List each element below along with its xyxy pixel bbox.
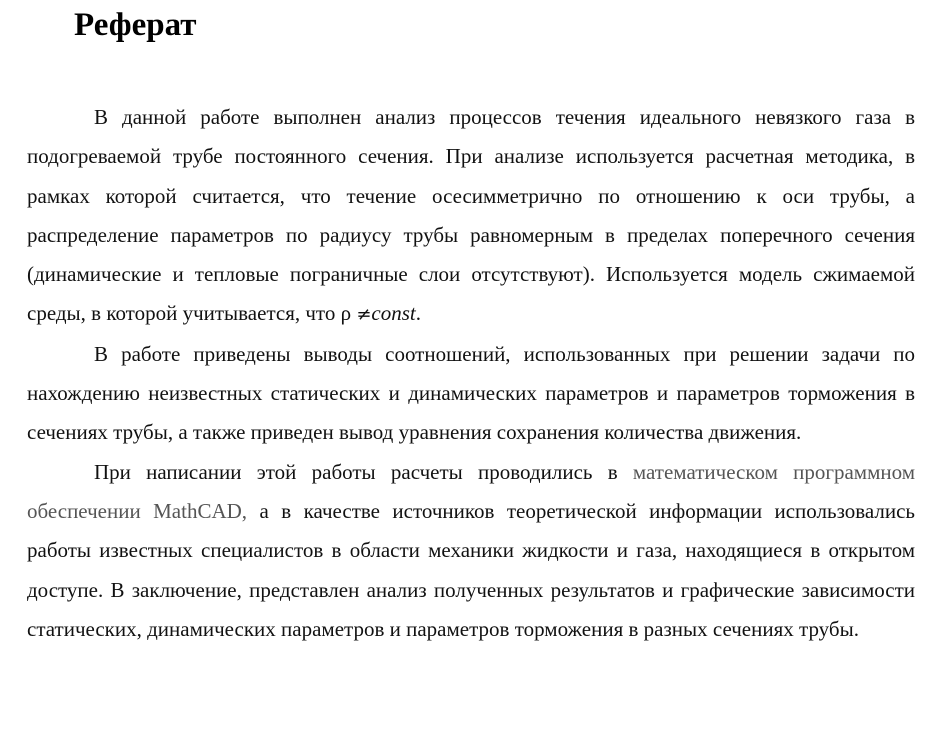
paragraph-3-after: а в качестве источников теоретической информации использовались работы известных специалистов в области механики жидкости и газа, находящиеся в открытом доступе. В заключение, представлен анализ полученных результатов и графические зависимости статических, динамических параметров и параметров торможения в разных сечениях трубы. bbox=[27, 498, 916, 641]
formula-rho: ρ bbox=[340, 301, 352, 326]
formula-const: const bbox=[371, 301, 416, 326]
paragraph-1 bbox=[27, 98, 915, 335]
paragraph-3 bbox=[27, 453, 915, 649]
mathcad-reference: математическом программном обеспечении MathCAD, bbox=[27, 459, 916, 523]
document-title: Реферат bbox=[74, 7, 197, 43]
paragraph-2: В работе приведены выводы соотношений, использованных при решении задачи по нахождению неизвестных статических и динамических параметров и параметров торможения в сечениях трубы, а также приведен вывод уравнения сохранения количества движения. bbox=[27, 341, 915, 445]
formula-not-equal: ≠ bbox=[356, 304, 372, 326]
paragraph-1-text: В данной работе выполнен анализ процессов течения идеального невязкого газа в подогреваемой трубе постоянного сечения. При анализе используется расчетная методика, в рамках которой считается, что течение осесимметрично по отношению к оси трубы, а распределение параметров по радиусу трубы равномерным в пределах поперечного сечения (динамические и тепловые пограничные слои отсутствуют). Используется модель сжимаемой среды, в которой учитывается, что bbox=[27, 105, 915, 326]
formula-end: . bbox=[415, 301, 421, 326]
document-body bbox=[27, 98, 915, 649]
paragraph-3-before: При написании этой работы расчеты проводились в bbox=[94, 459, 618, 484]
